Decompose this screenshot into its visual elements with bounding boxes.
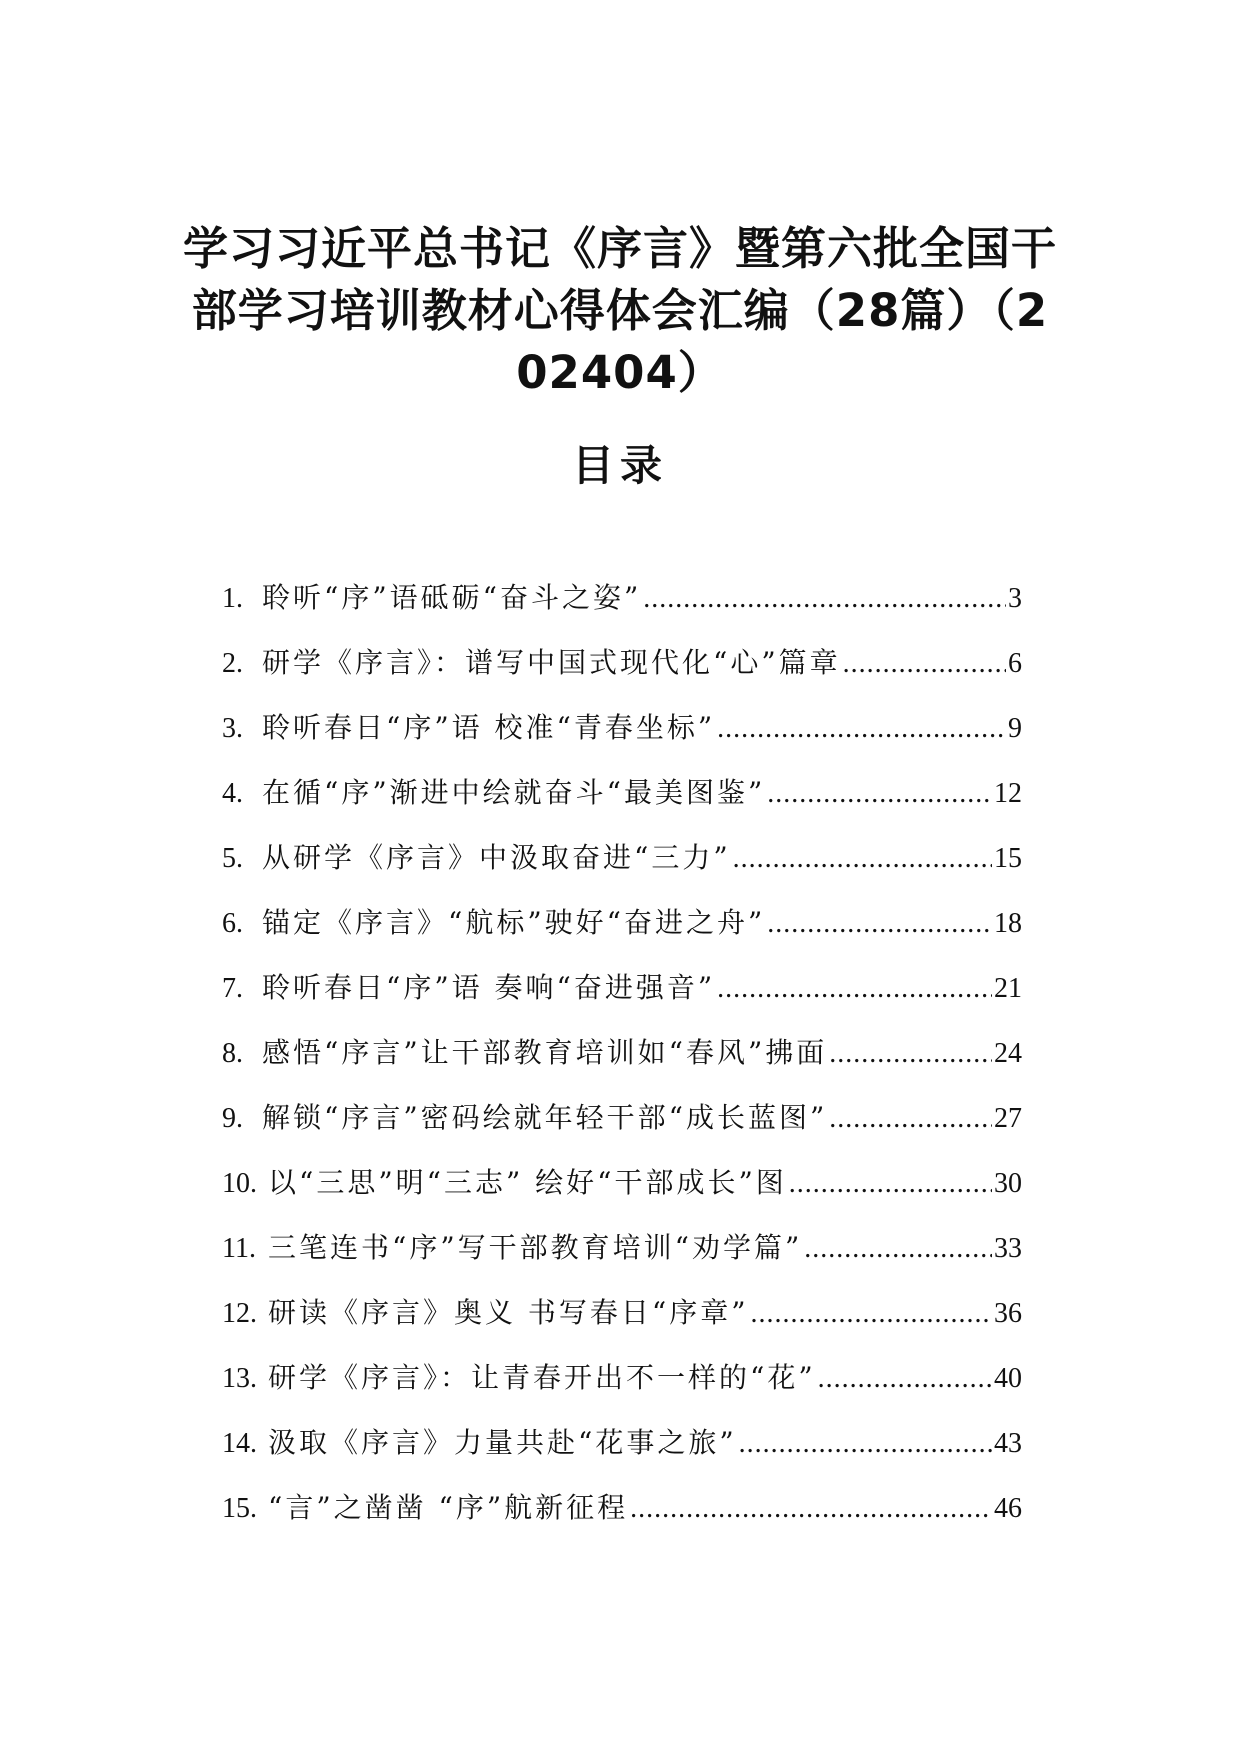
toc-item[interactable] xyxy=(222,643,1022,708)
toc-item-title: 汲取《序言》力量共赴“花事之旅” xyxy=(268,1426,737,1459)
toc-item-title: 解锁“序言”密码绘就年轻干部“成长蓝图” xyxy=(262,1101,828,1134)
toc-item-number: 12. xyxy=(222,1298,257,1329)
toc-item-title: 从研学《序言》中汲取奋进“三力” xyxy=(262,841,731,874)
toc-dot-leader xyxy=(789,1164,992,1204)
toc-dot-leader xyxy=(717,969,992,1009)
toc-item-title: 以“三思”明“三志” 绘好“干部成长”图 xyxy=(268,1166,787,1199)
toc-item-number: 3. xyxy=(222,713,243,744)
toc-item[interactable] xyxy=(222,968,1022,1033)
toc-item-number: 9. xyxy=(222,1103,243,1134)
toc-item[interactable] xyxy=(222,1163,1022,1228)
toc-item-page: 27 xyxy=(994,1103,1022,1134)
toc-dot-leader xyxy=(829,1034,992,1074)
toc-item[interactable] xyxy=(222,708,1022,773)
toc-item[interactable] xyxy=(222,1098,1022,1163)
toc-dot-leader xyxy=(829,1099,992,1139)
toc-item-title: 研学《序言》：让青春开出不一样的“花” xyxy=(268,1361,816,1394)
toc-item-number: 8. xyxy=(222,1038,243,1069)
toc-item-number: 11. xyxy=(222,1233,256,1264)
toc-item-page: 15 xyxy=(994,843,1022,874)
toc-item-page: 9 xyxy=(1008,713,1022,744)
title-line: 02404） xyxy=(516,346,724,399)
toc-dot-leader xyxy=(751,1294,992,1334)
toc-dot-leader xyxy=(717,709,1006,749)
toc-dot-leader xyxy=(739,1424,992,1464)
toc-item-page: 3 xyxy=(1008,583,1022,614)
toc-item[interactable] xyxy=(222,1423,1022,1488)
toc-item-page: 24 xyxy=(994,1038,1022,1069)
toc-item[interactable] xyxy=(222,838,1022,903)
toc-item-title: 研学《序言》：谱写中国式现代化“心”篇章 xyxy=(262,646,841,679)
table-of-contents xyxy=(222,578,1022,1553)
toc-heading: 目录 xyxy=(571,441,668,490)
toc-item[interactable] xyxy=(222,1488,1022,1553)
toc-item[interactable] xyxy=(222,903,1022,968)
toc-item-number: 5. xyxy=(222,843,243,874)
toc-item-title: 聆听春日“序”语 奏响“奋进强音” xyxy=(262,971,716,1004)
toc-dot-leader xyxy=(818,1359,992,1399)
toc-item-title: 聆听春日“序”语 校准“青春坐标” xyxy=(262,711,716,744)
toc-item-title: 研读《序言》奥义 书写春日“序章” xyxy=(268,1296,749,1329)
toc-item-page: 21 xyxy=(994,973,1022,1004)
toc-item-page: 18 xyxy=(994,908,1022,939)
toc-item[interactable] xyxy=(222,1358,1022,1423)
toc-item-number: 15. xyxy=(222,1493,257,1524)
toc-item-title: 聆听“序”语砥砺“奋斗之姿” xyxy=(262,581,642,614)
toc-dot-leader xyxy=(643,579,1006,619)
toc-item-number: 7. xyxy=(222,973,243,1004)
toc-item-number: 10. xyxy=(222,1168,257,1199)
toc-dot-leader xyxy=(804,1229,992,1269)
toc-item-title: 在循“序”渐进中绘就奋斗“最美图鉴” xyxy=(262,776,766,809)
toc-item[interactable] xyxy=(222,1228,1022,1293)
toc-item-title: 感悟“序言”让干部教育培训如“春风”拂面 xyxy=(262,1036,828,1069)
toc-item-page: 30 xyxy=(994,1168,1022,1199)
toc-dot-leader xyxy=(767,774,992,814)
toc-item-number: 6. xyxy=(222,908,243,939)
toc-dot-leader xyxy=(630,1489,992,1529)
document-title xyxy=(150,218,1090,404)
toc-dot-leader xyxy=(767,904,992,944)
toc-item-page: 12 xyxy=(994,778,1022,809)
toc-item-number: 13. xyxy=(222,1363,257,1394)
toc-item-title: 三笔连书“序”写干部教育培训“劝学篇” xyxy=(268,1231,803,1264)
toc-dot-leader xyxy=(843,644,1006,684)
title-line: 部学习培训教材心得体会汇编（28篇）（2 xyxy=(191,284,1049,337)
toc-item-number: 4. xyxy=(222,778,243,809)
toc-item-page: 43 xyxy=(994,1428,1022,1459)
toc-item[interactable] xyxy=(222,1033,1022,1098)
toc-item-page: 33 xyxy=(994,1233,1022,1264)
toc-dot-leader xyxy=(733,839,992,879)
toc-item-title: 锚定《序言》“航标”驶好“奋进之舟” xyxy=(262,906,766,939)
toc-item-page: 40 xyxy=(994,1363,1022,1394)
toc-item-number: 2. xyxy=(222,648,243,679)
toc-item[interactable] xyxy=(222,773,1022,838)
toc-item-page: 6 xyxy=(1008,648,1022,679)
toc-item-title: “言”之凿凿 “序”航新征程 xyxy=(268,1491,629,1524)
toc-item-page: 36 xyxy=(994,1298,1022,1329)
toc-item-number: 1. xyxy=(222,583,243,614)
toc-item[interactable] xyxy=(222,578,1022,643)
title-line: 学习习近平总书记《序言》暨第六批全国干 xyxy=(182,222,1057,275)
toc-item[interactable] xyxy=(222,1293,1022,1358)
toc-item-number: 14. xyxy=(222,1428,257,1459)
toc-item-page: 46 xyxy=(994,1493,1022,1524)
